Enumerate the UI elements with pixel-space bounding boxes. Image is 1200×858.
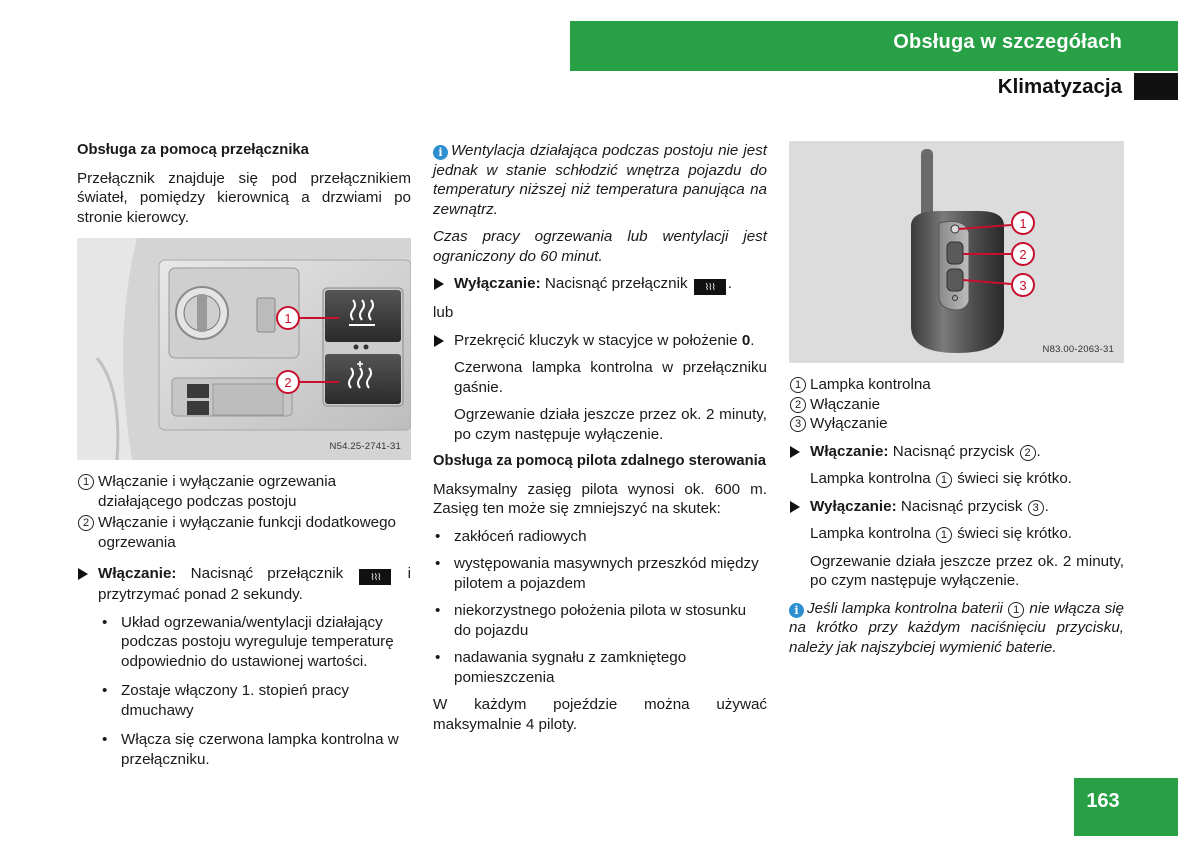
lamp-blink-text	[789, 469, 1124, 489]
switch-location-text: Przełącznik znajduje się pod przełącznikiem świateł, pomiędzy kierownicą a drzwiami po stronie kierowcy.	[77, 169, 411, 226]
heading-remote-operation: Obsługa za pomocą pilota zdalnego sterowania	[433, 453, 766, 469]
callout-number: 3	[1028, 500, 1044, 516]
heading-switch-operation: Obsługa za pomocą przełącznika	[77, 142, 309, 158]
callout-number: 1	[936, 472, 952, 488]
info-icon: i	[433, 145, 448, 160]
lamp-off-text: Czerwona lampka kontrolna w przełączniku gaśnie.	[454, 359, 767, 396]
legend-text: Włączanie i wyłączanie funkcji dodatkowego ogrzewania	[98, 514, 396, 551]
subsection-title: Klimatyzacja	[997, 75, 1122, 98]
svg-text:2: 2	[1019, 247, 1027, 262]
legend-item	[77, 472, 411, 511]
lamp-text: Lampka kontrolna	[810, 525, 931, 542]
legend-item	[789, 395, 1124, 415]
callout-number: 3	[790, 416, 806, 432]
step-text: Nacisnąć przycisk	[900, 497, 1023, 515]
step-label: Wyłączanie:	[454, 275, 541, 292]
step-label: Włączanie:	[810, 442, 889, 460]
section-header-bar	[570, 21, 1178, 71]
figure-code: N83.00-2063-31	[1042, 343, 1114, 355]
time-note: Czas pracy ogrzewania lub wentylacji jest ograniczony do 60 minut.	[433, 228, 767, 265]
legend-text: Lampka kontrolna	[810, 376, 931, 393]
callout-number: 1	[936, 527, 952, 543]
svg-text:1: 1	[1019, 216, 1027, 231]
svg-text:3: 3	[1019, 278, 1027, 293]
callout-number: 1	[78, 474, 94, 490]
heating-continues-text: Ogrzewanie działa jeszcze przez ok. 2 minuty, po czym następuje wyłączenie.	[454, 406, 767, 443]
callout-number: 2	[1020, 445, 1036, 461]
legend-item	[789, 375, 1124, 395]
step-text: Nacisnąć przełącznik	[544, 275, 688, 292]
lamp-text: świeci się krótko.	[957, 525, 1072, 542]
remote-range-text: Maksymalny zasięg pilota wynosi ok. 600 m. Zasięg ten może się zmniejszyć na skutek:	[433, 480, 767, 517]
step-remote-on: Włączanie: Nacisnąć przycisk 2 .	[789, 442, 1124, 462]
svg-text:2: 2	[284, 375, 292, 390]
list-item: • zakłóceń radiowych	[433, 527, 767, 547]
list-item: • Zostaje włączony 1. stopień pracy dmuchawy	[77, 681, 411, 720]
callout-number: 2	[790, 397, 806, 413]
remote-control-illustration	[789, 141, 1124, 363]
step-remote-off: Wyłączanie: Nacisnąć przycisk 3 .	[789, 497, 1124, 517]
legend-text: Włączanie	[810, 395, 881, 413]
lamp-blink-text	[789, 524, 1124, 544]
callout-number: 2	[78, 515, 94, 531]
page-number-box	[1074, 778, 1178, 836]
step-text: Nacisnąć przycisk	[892, 442, 1015, 460]
list-item: • Układ ogrzewania/wentylacji działający podczas postoju wyreguluje temperaturę odpowiednio do ustawionej wartości.	[77, 613, 411, 672]
key-position: 0	[741, 331, 751, 349]
lamp-text: Lampka kontrolna	[810, 470, 931, 487]
list-item: • nadawania sygnału z zamkniętego pomieszczenia	[433, 648, 767, 687]
arrow-icon	[790, 446, 800, 458]
info-text: nie włącza się na krótko przy każdym naciśnięciu przycisku, należy jak najszybciej wymienić baterie.	[789, 599, 1124, 656]
heating-continues-text: Ogrzewanie działa jeszcze przez ok. 2 minuty, po czym następuje wyłączenie.	[810, 552, 1124, 589]
info-note	[433, 141, 767, 219]
callout-number: 1	[790, 377, 806, 393]
section-title: Obsługa w szczegółach	[893, 31, 1122, 53]
step-text: Nacisnąć przełącznik	[190, 565, 344, 582]
heater-button-icon: ⌇⌇⌇	[694, 279, 726, 295]
page-number: 163	[1086, 790, 1120, 812]
column-middle	[433, 141, 767, 742]
legend-item	[77, 513, 411, 552]
legend-item	[789, 414, 1124, 434]
step-ignition-key: Przekręcić kluczyk w stacyjce w położenie 0.	[433, 331, 767, 351]
arrow-icon	[434, 335, 444, 347]
column-right	[789, 141, 1124, 665]
dashboard-switch-illustration	[77, 238, 411, 460]
info-note-text: Wentylacja działająca podczas postoju nie jest jednak w stanie schłodzić wnętrza pojazdu do temperatury niższej niż temperatura panująca na zewnątrz.	[433, 142, 767, 218]
list-item: • niekorzystnego położenia pilota w stosunku do pojazdu	[433, 601, 767, 640]
subsection-marker	[1134, 73, 1178, 100]
arrow-icon	[78, 568, 88, 580]
list-item: • występowania masywnych przeszkód między pilotem a pojazdem	[433, 554, 767, 593]
step-label: Wyłączanie:	[810, 497, 897, 515]
step-switch-off: Wyłączanie: Nacisnąć przełącznik ⌇⌇⌇ .	[433, 274, 767, 295]
step-text: i przytrzymać ponad 2 sekundy.	[98, 565, 411, 603]
callout-number: 1	[1008, 602, 1024, 618]
step-label: Włączanie:	[98, 565, 177, 582]
column-left	[77, 141, 411, 779]
max-pilots-text: W każdym pojeździe można używać maksymalnie 4 piloty.	[433, 696, 767, 733]
step-switch-on	[77, 564, 411, 605]
info-text: Jeśli lampka kontrolna baterii	[807, 599, 1003, 617]
remote-control-figure	[789, 141, 1124, 363]
heater-button-icon: ⌇⌇⌇	[359, 569, 391, 585]
legend-text: Włączanie i wyłączanie ogrzewania działającego podczas postoju	[98, 473, 337, 510]
battery-info-note	[789, 599, 1124, 658]
or-text: lub	[433, 304, 454, 321]
dashboard-switch-figure	[77, 238, 411, 460]
legend-text: Wyłączanie	[810, 415, 888, 432]
lamp-text: świeci się krótko.	[957, 470, 1072, 487]
figure-code: N54.25-2741-31	[329, 440, 401, 452]
arrow-icon	[790, 501, 800, 513]
list-item: • Włącza się czerwona lampka kontrolna w przełączniku.	[77, 730, 411, 769]
step-text: Przekręcić kluczyk w stacyjce w położenie	[454, 331, 738, 349]
arrow-icon	[434, 278, 444, 290]
svg-text:1: 1	[284, 311, 292, 326]
info-icon: i	[789, 603, 804, 618]
